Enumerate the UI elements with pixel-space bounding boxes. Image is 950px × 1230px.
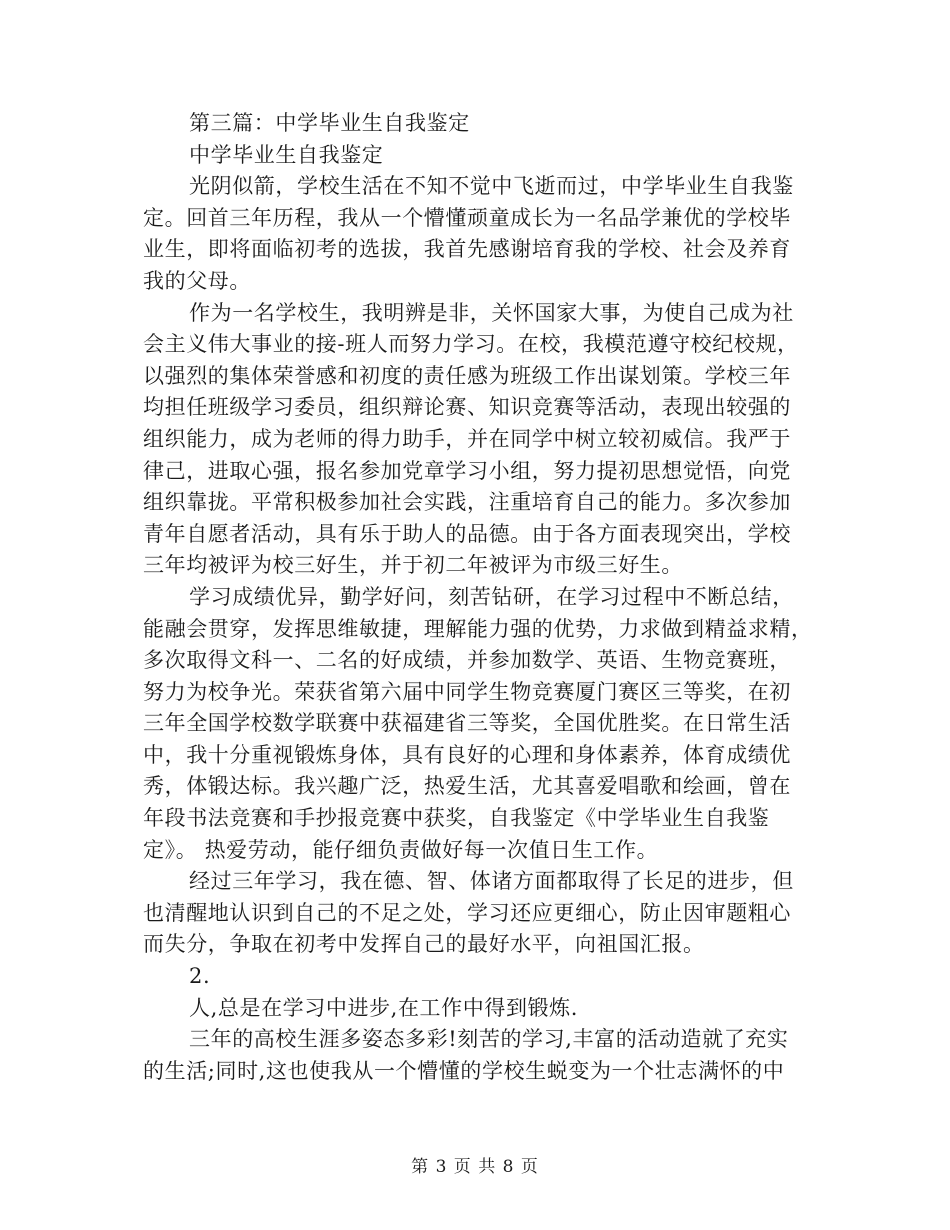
text-line: 而失分，争取在初考中发挥自己的最好水平，向祖国汇报。 [143, 932, 705, 957]
text-line: 组织能力，成为老师的得力助手，并在同学中树立较初威信。我严于 [143, 426, 791, 451]
text-line: 年段书法竞赛和手抄报竞赛中获奖，自我鉴定《中学毕业生自我鉴 [143, 806, 770, 831]
text-line: 中，我十分重视锻炼身体，具有良好的心理和身体素养，体育成绩优 [143, 742, 791, 767]
text-line: 光阴似箭，学校生活在不知不觉中飞逝而过，中学毕业生自我鉴 [189, 174, 794, 199]
page-footer: 第 3 页 共 8 页 [411, 1157, 539, 1177]
text-line: 经过三年学习，我在德、智、体诸方面都取得了长足的进步，但 [189, 869, 794, 894]
text-line: 秀，体锻达标。我兴趣广泛，热爱生活，尤其喜爱唱歌和绘画，曾在 [143, 774, 791, 799]
text-line: 努力为校争光。荣获省第六届中同学生物竞赛厦门赛区三等奖，在初 [143, 679, 791, 704]
text-line: 学习成绩优异，勤学好问，刻苦钻研，在学习过程中不断总结， [189, 584, 794, 609]
text-line: 青年自愿者活动，具有乐于助人的品德。由于各方面表现突出，学校 [143, 521, 791, 546]
text-line: 三年均被评为校三好生，并于初二年被评为市级三好生。 [143, 553, 683, 578]
text-line: 也清醒地认识到自己的不足之处，学习还应更细心，防止因审题粗心 [143, 900, 791, 925]
text-line: 的生活;同时,这也使我从一个懵懂的学校生蜕变为一个壮志满怀的中 [143, 1058, 785, 1083]
document-body [143, 108, 813, 1087]
text-line: 作为一名学校生，我明辨是非，关怀国家大事，为使自己成为社 [189, 300, 794, 325]
text-line: 定》。 热爱劳动，能仔细负责做好每一次值日生工作。 [143, 837, 659, 862]
text-line: 我的父母。 [143, 268, 251, 293]
text-line: 多次取得文科一、二名的好成绩，并参加数学、英语、生物竞赛班， [143, 648, 791, 673]
section-number: 2. [189, 964, 211, 989]
text-line: 三年的高校生涯多姿态多彩!刻苦的学习,丰富的活动造就了充实 [189, 1027, 789, 1052]
section-heading: 第三篇：中学毕业生自我鉴定 [189, 111, 470, 135]
text-line: 人,总是在学习中进步,在工作中得到锻炼. [189, 995, 579, 1020]
text-line: 定。回首三年历程，我从一个懵懂顽童成长为一名品学兼优的学校毕 [143, 205, 791, 230]
text-line: 律己，进取心强，报名参加党章学习小组，努力提初思想觉悟，向党 [143, 458, 791, 483]
text-line: 三年全国学校数学联赛中获福建省三等奖，全国优胜奖。在日常生活 [143, 711, 791, 736]
text-line: 以强烈的集体荣誉感和初度的责任感为班级工作出谋划策。学校三年 [143, 363, 791, 388]
text-line: 组织靠拢。平常积极参加社会实践，注重培育自己的能力。多次参加 [143, 490, 791, 515]
text-line: 能融会贯穿，发挥思维敏捷，理解能力强的优势，力求做到精益求精， [143, 616, 813, 641]
text-line: 会主义伟大事业的接-班人而努力学习。在校，我模范遵守校纪校规， [143, 332, 799, 357]
text-line: 业生，即将面临初考的选拔，我首先感谢培育我的学校、社会及养育 [143, 237, 791, 262]
document-title: 中学毕业生自我鉴定 [189, 142, 384, 167]
text-line: 均担任班级学习委员，组织辩论赛、知识竞赛等活动，表现出较强的 [143, 395, 791, 420]
